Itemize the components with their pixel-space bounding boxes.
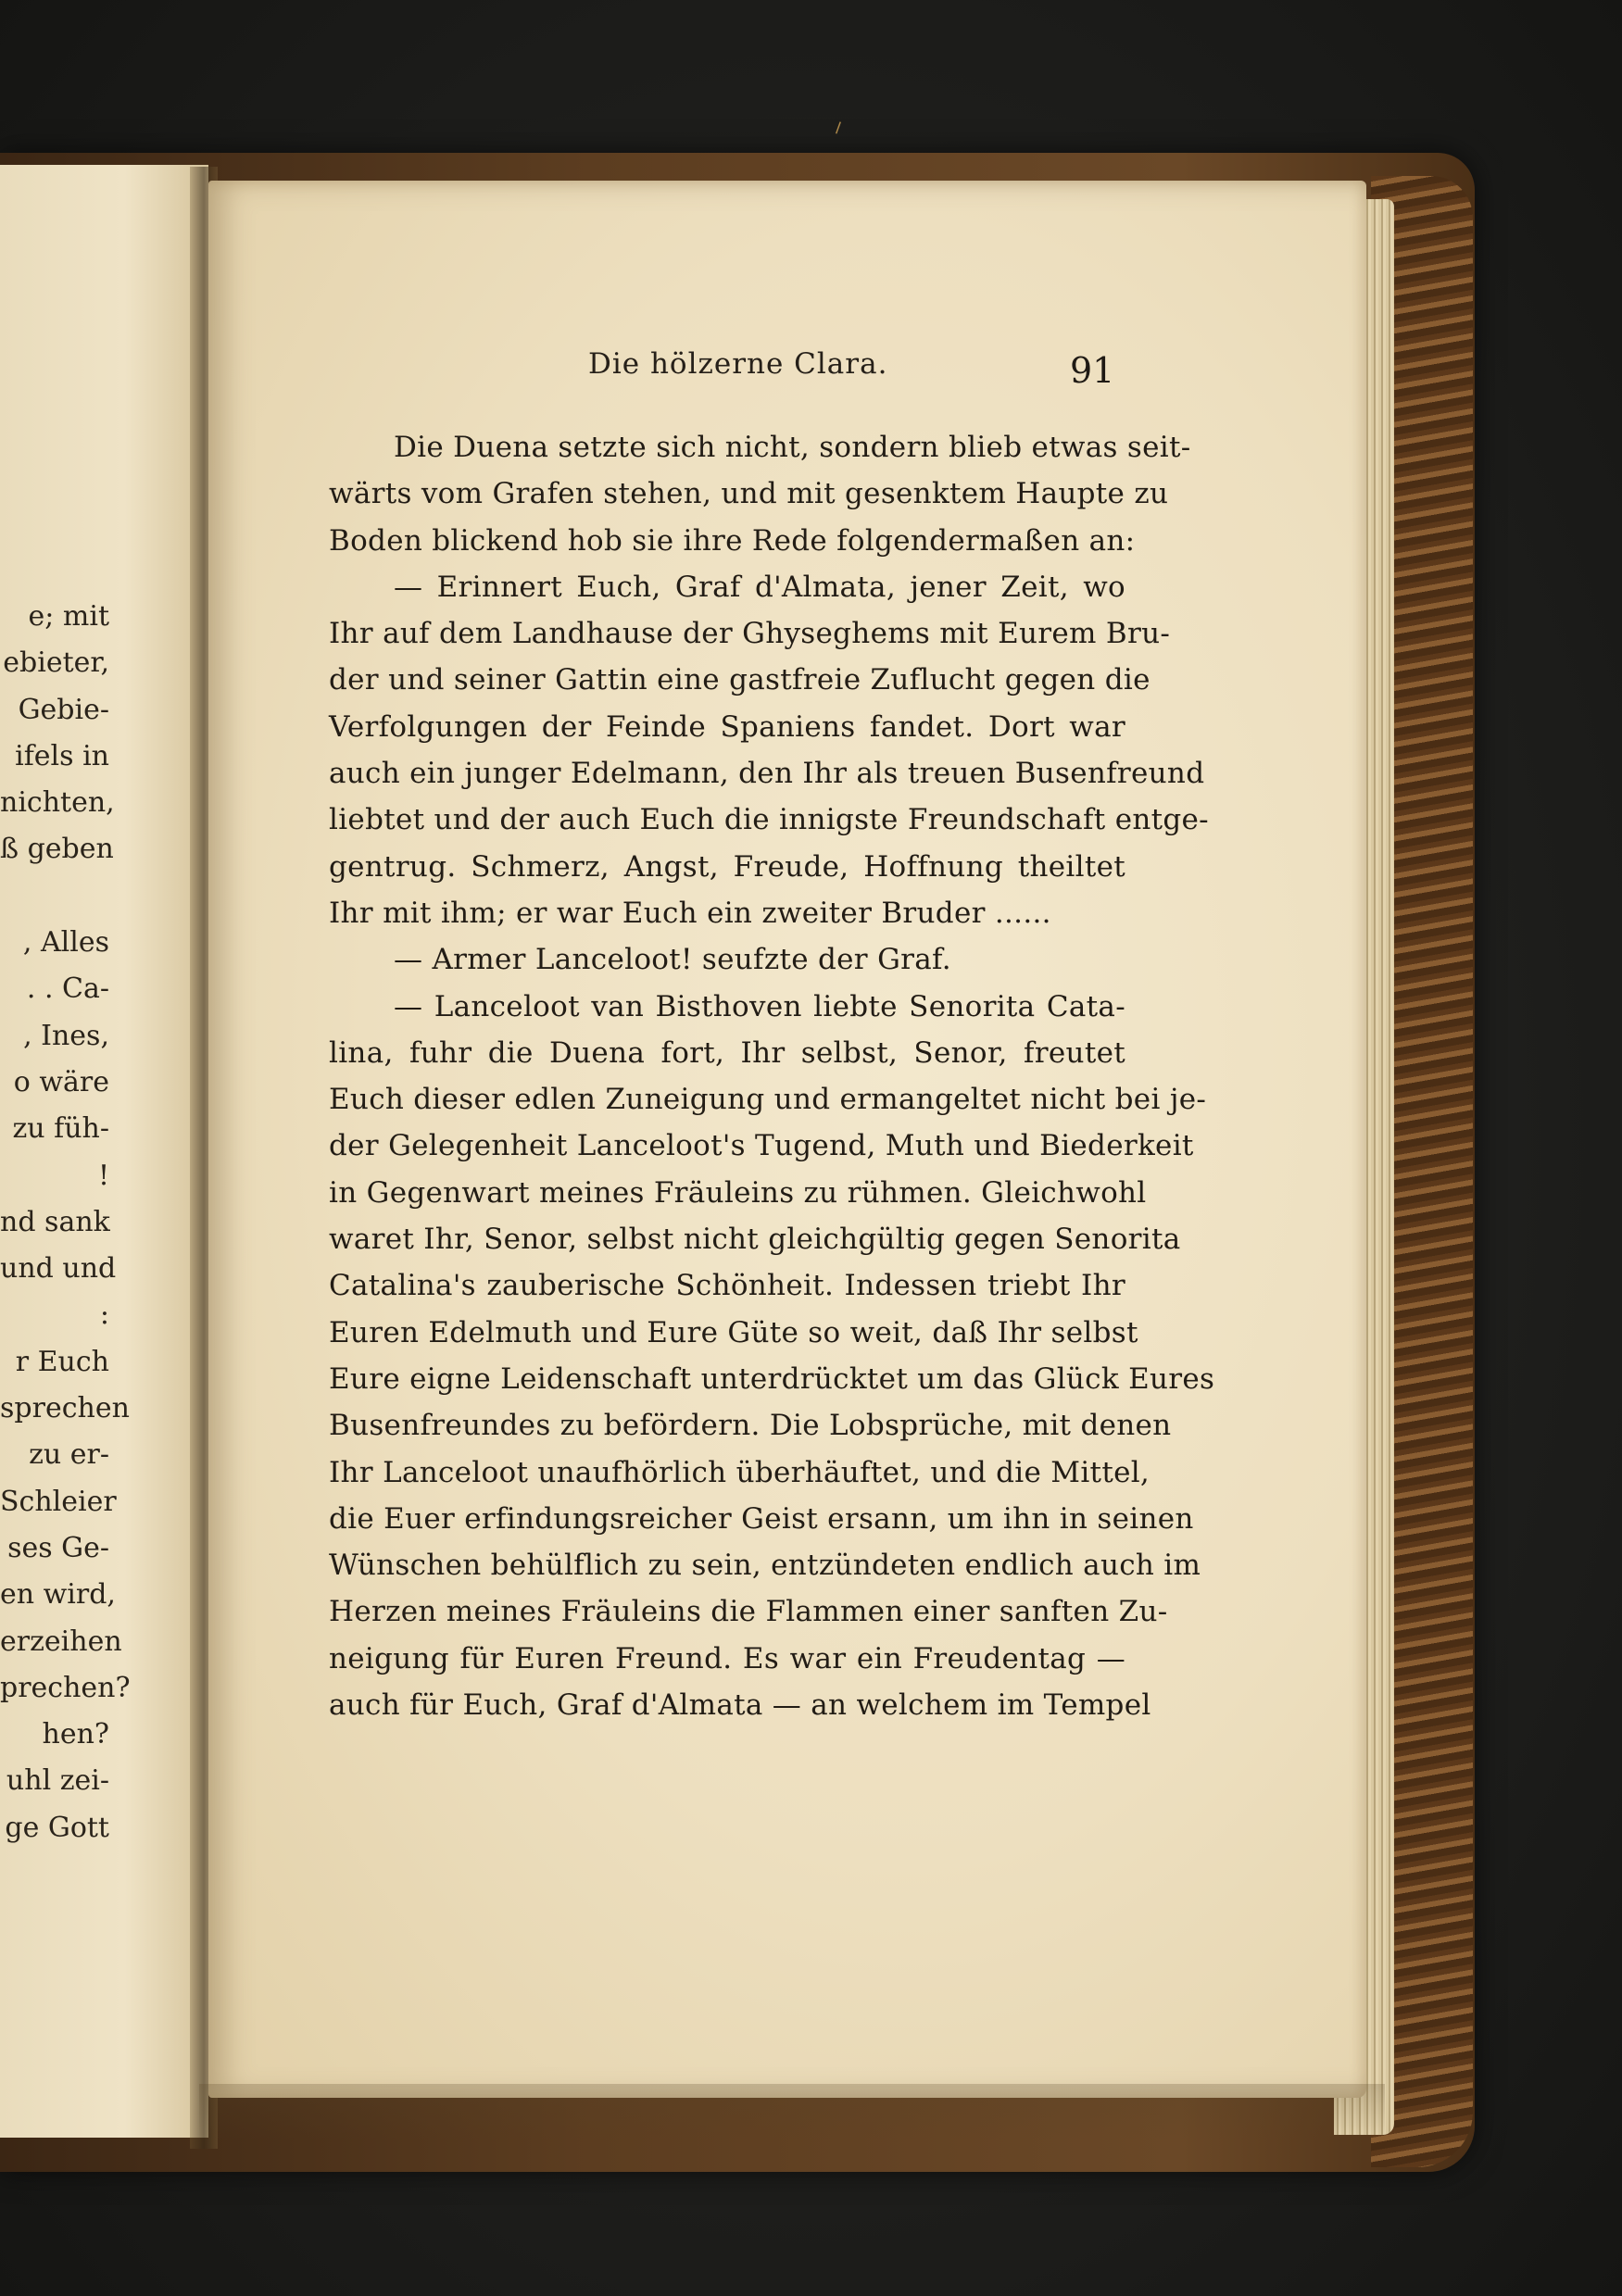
text-line: — Armer Lanceloot! seufzte der Graf. (394, 943, 951, 977)
left-page-fragment: , Alles (22, 926, 109, 960)
text-line: in Gegenwart meines Fräuleins zu rühmen. Gleichwohl (329, 1175, 1147, 1210)
text-line: Euren Edelmuth und Eure Güte so weit, daß Ihr selbst (329, 1315, 1138, 1349)
text-line: auch für Euch, Graf d'Almata — an welchem im Tempel (329, 1688, 1151, 1723)
running-head: Die hölzerne Clara. (588, 347, 888, 381)
text-line: Catalina's zauberische Schönheit. Indessen triebt Ihr (329, 1269, 1125, 1303)
text-line: lina, fuhr die Duena fort, Ihr selbst, Senor, freutet (329, 1035, 1125, 1070)
left-page-fragment: e; mit (28, 600, 109, 633)
left-page-fragment: ebieter, (3, 646, 109, 680)
text-line: Ihr mit ihm; er war Euch ein zweiter Bruder ...... (329, 896, 1051, 930)
text-line: Verfolgungen der Feinde Spaniens fandet. Dort war (329, 709, 1125, 744)
text-line: Eure eigne Leidenschaft unterdrücktet um das Glück Eures (329, 1361, 1215, 1396)
text-line: Die Duena setzte sich nicht, sondern blieb etwas seit- (394, 431, 1191, 464)
left-page-fragment: uhl zei- (6, 1764, 109, 1798)
text-line: liebtet und der auch Euch die innigste Freundschaft entge- (329, 803, 1209, 837)
left-page-fragment: nichten, (0, 786, 115, 820)
left-page-fragment: nd sank (0, 1205, 110, 1238)
text-line: der und seiner Gattin eine gastfreie Zuflucht gegen die (329, 663, 1150, 697)
left-page-fragment: o wäre (13, 1065, 109, 1098)
body-text (329, 424, 1215, 1728)
text-line: neigung für Euren Freund. Es war ein Freudentag — (329, 1641, 1125, 1675)
text-line: gentrug. Schmerz, Angst, Freude, Hoffnung theiltet (329, 849, 1125, 884)
text-line: wärts vom Grafen stehen, und mit gesenktem Haupte zu (329, 477, 1169, 511)
left-page-fragment: ! (97, 1159, 109, 1192)
left-page-fragment: ses Ge- (7, 1531, 109, 1564)
text-line: Wünschen behülflich zu sein, entzündeten endlich auch im (329, 1549, 1201, 1583)
page-number: 91 (1070, 350, 1115, 391)
left-page-fragment: erzeihen (0, 1625, 122, 1658)
left-page-fragment: : (99, 1299, 109, 1332)
left-page-fragment: sprechen (0, 1392, 130, 1425)
page-bottom-shadow (199, 2084, 1385, 2139)
text-line: Herzen meines Fräuleins die Flammen einer sanften Zu- (329, 1595, 1168, 1629)
paper-mark: ⸝ (823, 106, 849, 140)
left-page-fragment: zu er- (29, 1438, 109, 1472)
text-line: — Lanceloot van Bisthoven liebte Senorita Cata- (394, 989, 1125, 1023)
left-page-fragment: , Ines, (23, 1019, 109, 1052)
left-page-fragment: zu füh- (12, 1112, 109, 1146)
left-page-fragment (0, 873, 109, 920)
text-line: Ihr Lanceloot unaufhörlich überhäuftet, und die Mittel, (329, 1455, 1150, 1489)
text-line: die Euer erfindungsreicher Geist ersann, um ihn in seinen (329, 1501, 1194, 1536)
text-line: Ihr auf dem Landhause der Ghyseghems mit Eurem Bru- (329, 617, 1171, 651)
left-page-fragment: ge Gott (5, 1811, 109, 1844)
text-line: waret Ihr, Senor, selbst nicht gleichgültig gegen Senorita (329, 1223, 1181, 1257)
left-page-text-fragments (0, 594, 131, 1851)
left-page-fragment: . . Ca- (26, 972, 109, 1006)
text-line: Busenfreundes zu befördern. Die Lobsprüche, mit denen (329, 1409, 1172, 1443)
left-page-fragment: hen? (42, 1718, 109, 1751)
left-page-fragment: Gebie- (18, 693, 109, 726)
left-page-fragment: ifels in (15, 739, 109, 772)
left-page-fragment: r Euch (15, 1345, 109, 1378)
text-line: Boden blickend hob sie ihre Rede folgendermaßen an: (329, 523, 1136, 558)
text-line: — Erinnert Euch, Graf d'Almata, jener Zeit, wo (394, 570, 1125, 604)
left-page-fragment: en wird, (0, 1578, 116, 1612)
left-page-fragment: prechen? (0, 1671, 131, 1704)
text-line: Euch dieser edlen Zuneigung und ermangeltet nicht bei je- (329, 1083, 1207, 1117)
left-page-fragment: und und (0, 1252, 117, 1286)
text-line: auch ein junger Edelmann, den Ihr als treuen Busenfreund (329, 757, 1205, 791)
left-page (0, 165, 208, 2138)
text-line: der Gelegenheit Lanceloot's Tugend, Muth und Biederkeit (329, 1129, 1194, 1163)
left-page-fragment: Schleier (0, 1485, 117, 1518)
left-page-fragment: ß geben (0, 833, 114, 866)
